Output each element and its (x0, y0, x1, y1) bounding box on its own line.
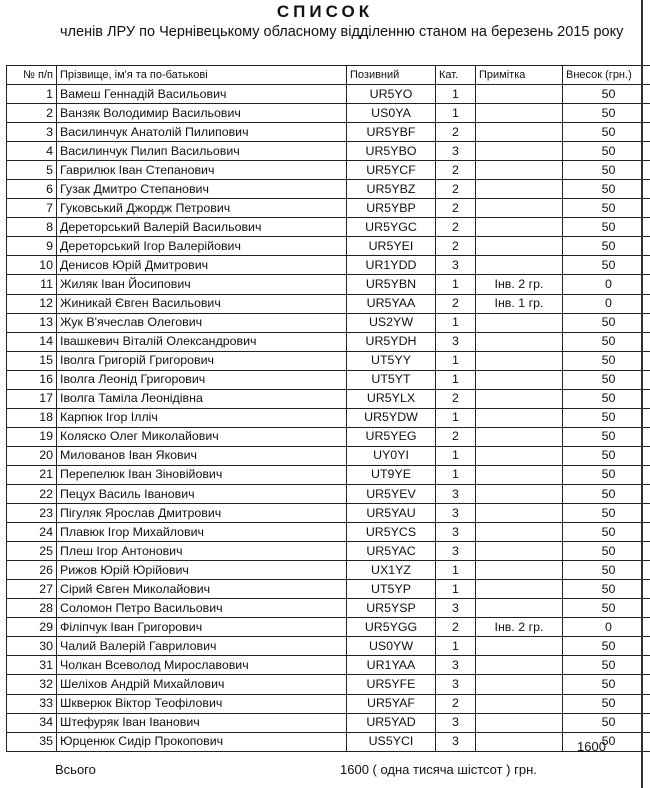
cell-fee: 0 (563, 294, 650, 313)
cell-name: Сірий Євген Миколайович (57, 580, 347, 599)
cell-category: 1 (436, 275, 476, 294)
table-row (7, 237, 650, 256)
table-row (7, 446, 650, 465)
table-row (7, 656, 650, 675)
cell-category: 2 (436, 294, 476, 313)
cell-note (476, 389, 563, 408)
cell-callsign: UR5YSP (347, 599, 436, 618)
cell-category: 2 (436, 389, 476, 408)
cell-callsign: US2YW (347, 313, 436, 332)
cell-num: 6 (7, 180, 57, 199)
cell-note (476, 484, 563, 503)
cell-fee: 50 (563, 580, 650, 599)
cell-category: 1 (436, 370, 476, 389)
scan-edge-line (641, 0, 643, 788)
cell-note (476, 523, 563, 542)
cell-name: Пігуляк Ярослав Дмитрович (57, 504, 347, 523)
cell-callsign: UR1YDD (347, 256, 436, 275)
cell-note (476, 199, 563, 218)
cell-name: Плавюк Ігор Михайлович (57, 523, 347, 542)
table-row (7, 256, 650, 275)
cell-fee: 50 (563, 408, 650, 427)
cell-name: Рижов Юрій Юрійович (57, 561, 347, 580)
cell-callsign: US0YA (347, 104, 436, 123)
cell-fee: 50 (563, 732, 650, 751)
cell-name: Чалий Валерій Гаврилович (57, 637, 347, 656)
cell-name: Жиляк Іван Йосипович (57, 275, 347, 294)
cell-note (476, 313, 563, 332)
cell-num: 33 (7, 694, 57, 713)
header-num: № п/п (7, 66, 57, 85)
cell-name: Іволга Леонід Григорович (57, 370, 347, 389)
cell-fee: 50 (563, 561, 650, 580)
cell-category: 1 (436, 104, 476, 123)
table-header-row (7, 66, 650, 85)
cell-note (476, 694, 563, 713)
cell-fee: 50 (563, 656, 650, 675)
cell-note: Інв. 1 гр. (476, 294, 563, 313)
cell-num: 22 (7, 484, 57, 503)
cell-name: Філіпчук Іван Григорович (57, 618, 347, 637)
cell-fee: 0 (563, 275, 650, 294)
cell-fee: 50 (563, 637, 650, 656)
cell-note (476, 599, 563, 618)
cell-note (476, 142, 563, 161)
cell-callsign: UR5YEV (347, 484, 436, 503)
cell-num: 30 (7, 637, 57, 656)
cell-name: Жиникай Євген Васильович (57, 294, 347, 313)
header-callsign: Позивний (347, 66, 436, 85)
cell-category: 1 (436, 465, 476, 484)
table-row (7, 618, 650, 637)
total-text: 1600 ( одна тисяча шістсот ) грн. (340, 762, 537, 777)
cell-name: Карпюк Ігор Ілліч (57, 408, 347, 427)
cell-callsign: UT5YT (347, 370, 436, 389)
header-fee: Внесок (грн.) (563, 66, 650, 85)
cell-num: 18 (7, 408, 57, 427)
cell-name: Пецух Василь Іванович (57, 484, 347, 503)
table-row (7, 161, 650, 180)
cell-fee: 50 (563, 389, 650, 408)
cell-callsign: UR5YDW (347, 408, 436, 427)
cell-note (476, 408, 563, 427)
cell-num: 25 (7, 542, 57, 561)
cell-fee: 50 (563, 332, 650, 351)
cell-name: Гузак Дмитро Степанович (57, 180, 347, 199)
cell-callsign: UR5YFE (347, 675, 436, 694)
cell-fee: 50 (563, 599, 650, 618)
cell-fee: 50 (563, 237, 650, 256)
cell-callsign: UT5YY (347, 351, 436, 370)
cell-category: 1 (436, 351, 476, 370)
cell-note: Інв. 2 гр. (476, 275, 563, 294)
cell-num: 10 (7, 256, 57, 275)
cell-note (476, 713, 563, 732)
cell-num: 27 (7, 580, 57, 599)
cell-note (476, 218, 563, 237)
cell-name: Денисов Юрій Дмитрович (57, 256, 347, 275)
table-row (7, 389, 650, 408)
cell-name: Штефуряк Іван Іванович (57, 713, 347, 732)
cell-note (476, 732, 563, 751)
cell-note (476, 104, 563, 123)
header-note: Примітка (476, 66, 563, 85)
table-row (7, 408, 650, 427)
cell-name: Іволга Таміла Леонідівна (57, 389, 347, 408)
cell-note (476, 427, 563, 446)
cell-name: Василинчук Пилип Васильович (57, 142, 347, 161)
cell-callsign: UT5YP (347, 580, 436, 599)
table-row (7, 218, 650, 237)
cell-category: 3 (436, 732, 476, 751)
header-category: Кат. (436, 66, 476, 85)
cell-note (476, 237, 563, 256)
cell-note (476, 332, 563, 351)
cell-fee: 50 (563, 542, 650, 561)
cell-callsign: UR5YO (347, 85, 436, 104)
cell-category: 1 (436, 85, 476, 104)
cell-note (476, 161, 563, 180)
cell-num: 32 (7, 675, 57, 694)
cell-note (476, 580, 563, 599)
cell-category: 3 (436, 599, 476, 618)
cell-num: 31 (7, 656, 57, 675)
cell-callsign: UR5YAC (347, 542, 436, 561)
header-name: Прізвище, ім'я та по-батькові (57, 66, 347, 85)
cell-fee: 50 (563, 694, 650, 713)
cell-fee: 50 (563, 370, 650, 389)
cell-callsign: UR5YBN (347, 275, 436, 294)
cell-num: 20 (7, 446, 57, 465)
cell-fee: 50 (563, 313, 650, 332)
cell-callsign: UR5YBF (347, 123, 436, 142)
cell-num: 13 (7, 313, 57, 332)
cell-note (476, 561, 563, 580)
cell-name: Соломон Петро Васильович (57, 599, 347, 618)
cell-callsign: UR5YLX (347, 389, 436, 408)
cell-category: 3 (436, 142, 476, 161)
cell-num: 35 (7, 732, 57, 751)
cell-num: 14 (7, 332, 57, 351)
table-row (7, 275, 650, 294)
cell-num: 8 (7, 218, 57, 237)
cell-callsign: US0YW (347, 637, 436, 656)
table-row (7, 142, 650, 161)
cell-fee: 50 (563, 256, 650, 275)
members-table (6, 65, 650, 752)
cell-fee: 50 (563, 180, 650, 199)
cell-num: 2 (7, 104, 57, 123)
cell-fee: 0 (563, 618, 650, 637)
cell-name: Гаврилюк Іван Степанович (57, 161, 347, 180)
table-row (7, 465, 650, 484)
cell-category: 1 (436, 637, 476, 656)
cell-note (476, 542, 563, 561)
cell-callsign: UR5YGG (347, 618, 436, 637)
cell-category: 1 (436, 561, 476, 580)
cell-fee: 50 (563, 351, 650, 370)
cell-category: 3 (436, 332, 476, 351)
cell-callsign: UR5YGC (347, 218, 436, 237)
table-row (7, 561, 650, 580)
cell-category: 3 (436, 713, 476, 732)
cell-num: 11 (7, 275, 57, 294)
table-row (7, 732, 650, 751)
cell-num: 16 (7, 370, 57, 389)
cell-category: 1 (436, 580, 476, 599)
document-title: СПИСОК (276, 2, 374, 21)
cell-fee: 50 (563, 446, 650, 465)
cell-fee: 50 (563, 218, 650, 237)
table-row (7, 675, 650, 694)
cell-name: Перепелюк Іван Зіновійович (57, 465, 347, 484)
table-row (7, 484, 650, 503)
cell-num: 24 (7, 523, 57, 542)
cell-note (476, 637, 563, 656)
cell-note (476, 370, 563, 389)
cell-note (476, 351, 563, 370)
cell-fee: 50 (563, 504, 650, 523)
cell-note (476, 85, 563, 104)
cell-callsign: UR5YAF (347, 694, 436, 713)
table-row (7, 580, 650, 599)
cell-category: 2 (436, 218, 476, 237)
cell-category: 3 (436, 256, 476, 275)
cell-note (476, 256, 563, 275)
cell-category: 3 (436, 504, 476, 523)
table-row (7, 123, 650, 142)
cell-category: 1 (436, 408, 476, 427)
table-row (7, 542, 650, 561)
cell-fee: 50 (563, 675, 650, 694)
cell-callsign: UR5YAA (347, 294, 436, 313)
table-row (7, 713, 650, 732)
cell-name: Гуковський Джордж Петрович (57, 199, 347, 218)
cell-callsign: UR1YAA (347, 656, 436, 675)
cell-name: Жук В'ячеслав Олегович (57, 313, 347, 332)
cell-name: Дереторський Валерій Васильович (57, 218, 347, 237)
cell-category: 2 (436, 161, 476, 180)
table-row (7, 637, 650, 656)
cell-callsign: UT9YE (347, 465, 436, 484)
cell-name: Юрценюк Сидір Прокопович (57, 732, 347, 751)
cell-fee: 50 (563, 142, 650, 161)
cell-callsign: UR5YEI (347, 237, 436, 256)
table-row (7, 104, 650, 123)
cell-name: Дереторський Ігор Валерійович (57, 237, 347, 256)
table-row (7, 85, 650, 104)
cell-num: 4 (7, 142, 57, 161)
cell-name: Івашкевич Віталій Олександрович (57, 332, 347, 351)
cell-category: 2 (436, 123, 476, 142)
cell-note (476, 504, 563, 523)
cell-num: 21 (7, 465, 57, 484)
cell-fee: 50 (563, 199, 650, 218)
table-row (7, 199, 650, 218)
table-row (7, 294, 650, 313)
cell-callsign: UR5YCS (347, 523, 436, 542)
cell-callsign: UR5YAU (347, 504, 436, 523)
cell-name: Коляско Олег Миколайович (57, 427, 347, 446)
cell-num: 15 (7, 351, 57, 370)
document-subtitle: членів ЛРУ по Чернівецькому обласному відділенню станом на березень 2015 року (60, 24, 624, 40)
table-row (7, 180, 650, 199)
cell-category: 2 (436, 694, 476, 713)
cell-note (476, 656, 563, 675)
table-row (7, 427, 650, 446)
cell-num: 17 (7, 389, 57, 408)
cell-num: 26 (7, 561, 57, 580)
cell-name: Іволга Григорій Григорович (57, 351, 347, 370)
cell-category: 2 (436, 199, 476, 218)
cell-callsign: UR5YBZ (347, 180, 436, 199)
cell-name: Ванзяк Володимир Васильович (57, 104, 347, 123)
cell-num: 1 (7, 85, 57, 104)
cell-callsign: UY0YI (347, 446, 436, 465)
table-row (7, 504, 650, 523)
cell-callsign: UR5YEG (347, 427, 436, 446)
cell-callsign: UR5YAD (347, 713, 436, 732)
cell-fee: 50 (563, 161, 650, 180)
cell-fee: 50 (563, 104, 650, 123)
cell-category: 3 (436, 523, 476, 542)
cell-fee: 50 (563, 713, 650, 732)
cell-note (476, 446, 563, 465)
cell-num: 12 (7, 294, 57, 313)
cell-category: 2 (436, 618, 476, 637)
cell-fee: 50 (563, 484, 650, 503)
cell-category: 3 (436, 675, 476, 694)
cell-name: Вамеш Геннадій Васильович (57, 85, 347, 104)
cell-category: 2 (436, 180, 476, 199)
cell-num: 23 (7, 504, 57, 523)
cell-category: 3 (436, 542, 476, 561)
cell-num: 34 (7, 713, 57, 732)
cell-name: Шкверюк Віктор Теофілович (57, 694, 347, 713)
cell-callsign: UR5YCF (347, 161, 436, 180)
cell-name: Плеш Ігор Антонович (57, 542, 347, 561)
cell-fee: 50 (563, 465, 650, 484)
cell-category: 2 (436, 427, 476, 446)
cell-fee: 50 (563, 123, 650, 142)
cell-name: Милованов Іван Якович (57, 446, 347, 465)
cell-num: 5 (7, 161, 57, 180)
cell-callsign: UR5YBO (347, 142, 436, 161)
cell-num: 3 (7, 123, 57, 142)
table-row (7, 599, 650, 618)
cell-note (476, 465, 563, 484)
cell-category: 3 (436, 484, 476, 503)
cell-category: 1 (436, 446, 476, 465)
cell-num: 19 (7, 427, 57, 446)
cell-fee: 50 (563, 85, 650, 104)
cell-fee: 50 (563, 523, 650, 542)
cell-note (476, 180, 563, 199)
cell-note (476, 123, 563, 142)
table-row (7, 523, 650, 542)
cell-callsign: UR5YBP (347, 199, 436, 218)
cell-callsign: US5YCI (347, 732, 436, 751)
cell-category: 1 (436, 313, 476, 332)
column-sum: 1600 (577, 739, 606, 754)
cell-name: Шеліхов Андрій Михайлович (57, 675, 347, 694)
cell-callsign: UX1YZ (347, 561, 436, 580)
cell-name: Чолкан Всеволод Мирославович (57, 656, 347, 675)
table-row (7, 351, 650, 370)
cell-num: 9 (7, 237, 57, 256)
cell-category: 2 (436, 237, 476, 256)
table-row (7, 313, 650, 332)
cell-name: Василинчук Анатолій Пилипович (57, 123, 347, 142)
cell-category: 3 (436, 656, 476, 675)
table-row (7, 694, 650, 713)
cell-callsign: UR5YDH (347, 332, 436, 351)
total-label: Всього (55, 762, 96, 777)
cell-num: 28 (7, 599, 57, 618)
table-row (7, 370, 650, 389)
cell-note (476, 675, 563, 694)
table-row (7, 332, 650, 351)
cell-num: 29 (7, 618, 57, 637)
cell-num: 7 (7, 199, 57, 218)
cell-fee: 50 (563, 427, 650, 446)
cell-note: Інв. 2 гр. (476, 618, 563, 637)
